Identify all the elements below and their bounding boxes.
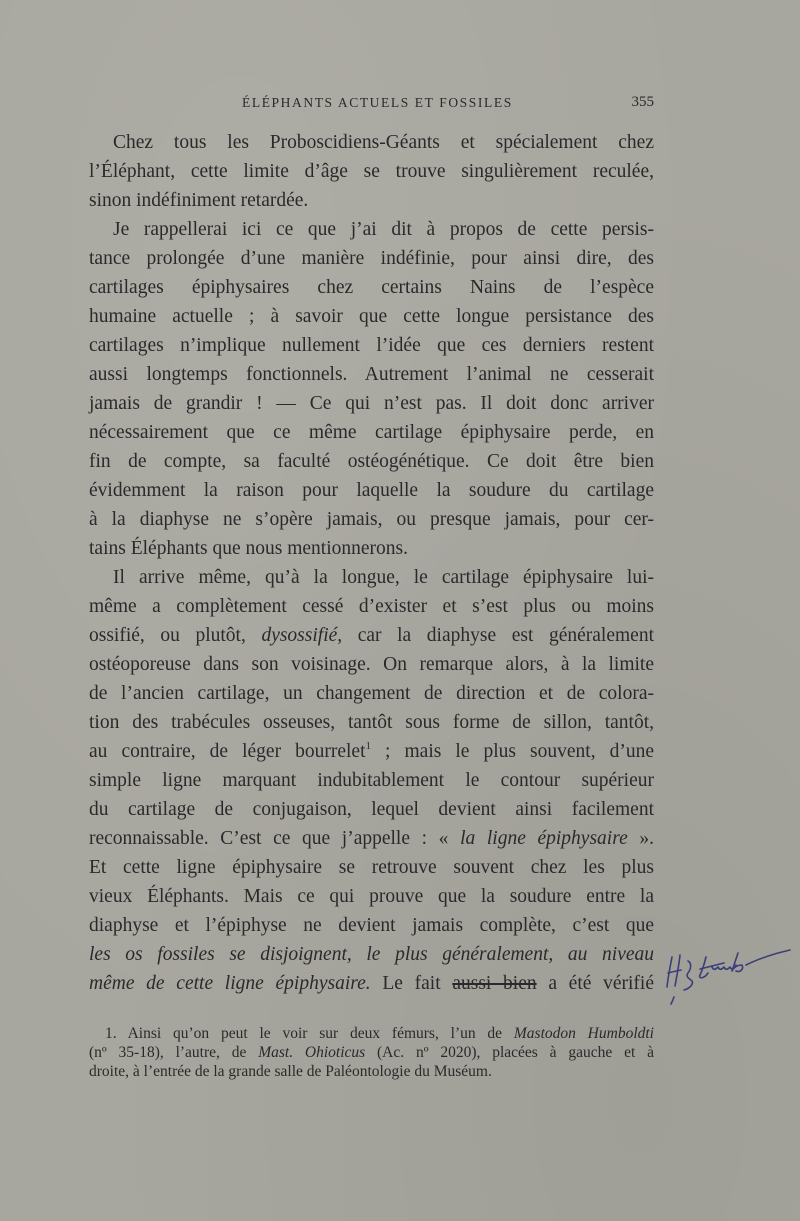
text-line: évidemment la raison pour laquelle la soudure du cartilage <box>89 480 654 501</box>
text-line: vieux Éléphants. Mais ce qui prouve que la soudure entre la <box>89 886 654 907</box>
running-title: ÉLÉPHANTS ACTUELS ET FOSSILES <box>242 95 513 110</box>
handwriting-icon <box>664 945 794 1005</box>
text-line: Et cette ligne épiphysaire se retrouve souvent chez les plus <box>89 857 654 878</box>
text-line: du cartilage de conjugaison, lequel devient ainsi facilement <box>89 799 654 820</box>
handwritten-margin-note <box>664 945 794 1005</box>
italic-species: Mastodon Humboldti <box>513 1025 654 1042</box>
text-run: ». <box>627 828 654 849</box>
text-line <box>89 824 654 853</box>
text-run: reconnaissable. C’est ce que j’appelle : « <box>89 828 461 849</box>
footnote-ref: 1 <box>365 740 371 752</box>
italic-term: la ligne épiphysaire <box>460 828 628 849</box>
text-run: Le fait <box>370 973 453 994</box>
italic-phrase: les os fossiles se disjoignent, le plus généralement, au niveau <box>89 944 654 965</box>
text-run: ; mais le plus souvent, d’une <box>371 741 655 762</box>
italic-phrase: même de cette ligne épiphysaire. <box>89 973 371 994</box>
text-run: au contraire, de léger bourrelet <box>89 741 366 762</box>
text-run: ossifié, ou plutôt, <box>89 625 262 646</box>
text-line: Il arrive même, qu’à la longue, le cartilage épiphysaire lui- <box>113 567 654 588</box>
text-line <box>89 621 654 650</box>
text-line: tains Éléphants que nous mentionnerons. <box>89 538 408 559</box>
text-run: (nº 35-18), l’autre, de <box>89 1044 259 1061</box>
text-line: aussi longtemps fonctionnels. Autrement l’animal ne cesserait <box>89 364 654 385</box>
text-run: a été vérifié <box>536 973 654 994</box>
text-line: tion des trabécules osseuses, tantôt sous forme de sillon, tantôt, <box>89 712 654 733</box>
text-line: simple ligne marquant indubitablement le contour supérieur <box>89 770 654 791</box>
text-line: cartilages épiphysaires chez certains Nains de l’espèce <box>89 277 654 298</box>
text-line: fin de compte, sa faculté ostéogénétique. Ce doit être bien <box>89 451 654 472</box>
text-line: jamais de grandir ! — Ce qui n’est pas. Il doit donc arriver <box>89 393 654 414</box>
italic-species: Mast. Ohioticus <box>258 1044 366 1061</box>
footnote-line <box>89 1024 654 1043</box>
text-line <box>89 969 654 998</box>
text-line: ostéoporeuse dans son voisinage. On remarque alors, à la limite <box>89 654 654 675</box>
text-line: Chez tous les Proboscidiens-Géants et spécialement chez <box>113 132 654 153</box>
text-run: (Ac. nº 2020), placées à gauche et à <box>365 1044 654 1061</box>
italic-term: dysossifié <box>261 625 338 646</box>
text-line <box>89 737 654 766</box>
text-line: à la diaphyse ne s’opère jamais, ou presque jamais, pour cer- <box>89 509 654 530</box>
footnote <box>89 1024 654 1081</box>
footnote-line <box>89 1043 654 1062</box>
text-run: 1. Ainsi qu’on peut le voir sur deux fémurs, l’un de <box>105 1025 514 1042</box>
text-line: l’Éléphant, cette limite d’âge se trouve singulièrement reculée, <box>89 161 654 182</box>
text-line <box>89 940 654 969</box>
text-line: nécessairement que ce même cartilage épiphysaire perde, en <box>89 422 654 443</box>
text-line: sinon indéfiniment retardée. <box>89 190 309 211</box>
text-line: de l’ancien cartilage, un changement de direction et de colora- <box>89 683 654 704</box>
text-line: tance prolongée d’une manière indéfinie, pour ainsi dire, des <box>89 248 654 269</box>
body-text <box>89 128 654 998</box>
struck-words: aussi bien <box>452 973 537 994</box>
text-line: diaphyse et l’épiphyse ne devient jamais complète, c’est que <box>89 915 654 936</box>
footnote-line: droite, à l’entrée de la grande salle de Paléontologie du Muséum. <box>89 1063 492 1080</box>
text-run: , car la diaphyse est généralement <box>337 625 654 646</box>
text-line: Je rappellerai ici ce que j’ai dit à propos de cette persis- <box>113 219 654 240</box>
page-number: 355 <box>631 94 654 110</box>
text-line: cartilages n’implique nullement l’idée que ces derniers restent <box>89 335 654 356</box>
page-header <box>92 95 654 117</box>
text-line: humaine actuelle ; à savoir que cette longue persistance des <box>89 306 654 327</box>
text-line: même a complètement cessé d’exister et s’est plus ou moins <box>89 596 654 617</box>
